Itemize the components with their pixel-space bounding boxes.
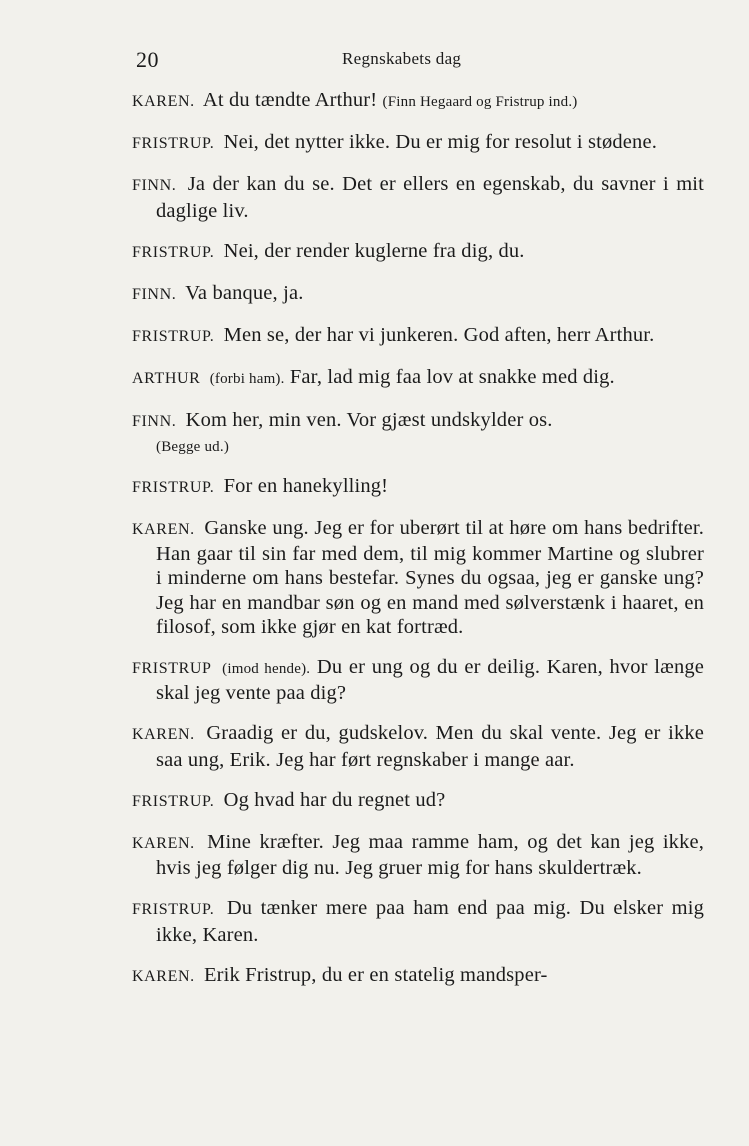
speech-text: Far, lad mig faa lov at snakke med dig. [289, 366, 615, 389]
speech-fristrup-4 [132, 474, 704, 500]
speech-arthur-1 [132, 365, 704, 391]
speech-fristrup-3 [132, 323, 704, 349]
speaker-name: KAREN. [132, 93, 195, 110]
speech-text: For en hanekylling! [223, 474, 389, 497]
speech-text: Men se, der har vi junkeren. God aften, herr Arthur. [223, 324, 655, 347]
speech-text: Du er ung og du er deilig. Karen, hvor længe skal jeg vente paa dig? [156, 656, 704, 705]
speaker-name: FRISTRUP. [132, 243, 215, 261]
speech-fristrup-6 [132, 788, 704, 814]
speech-finn-2 [132, 281, 704, 307]
speech-fristrup-7 [132, 896, 704, 946]
speech-text: Ja der kan du se. Det er ellers en egenskab, du savner i mit daglige liv. [156, 173, 704, 222]
speech-text: Graadig er du, gudskelov. Men du skal vente. Jeg er ikke saa ung, Erik. Jeg har ført regnskaber i mange aar. [156, 722, 704, 771]
speech-fristrup-5 [132, 655, 704, 705]
speaker-name: FRISTRUP. [132, 901, 215, 919]
stage-direction: (Finn Hegaard og Fristrup ind.) [382, 94, 578, 110]
speech-text: Mine kræfter. Jeg maa ramme ham, og det kan jeg ikke, hvis jeg følger dig nu. Jeg gruer mig for hans skuldertræk. [156, 831, 704, 880]
play-text [132, 88, 704, 989]
speech-text: Og hvad har du regnet ud? [223, 788, 446, 811]
speech-text: Erik Fristrup, du er en statelig mandsper- [204, 963, 548, 986]
speech-text: Ganske ung. Jeg er for uberørt til at høre om hans bedrifter. Han gaar til sin far med dem, til mig kommer Martine og slubrer i minderne om hans bestefar. Synes du ogsaa, jeg er ganske ung? Jeg har en mandbar søn og en mand med sølverstænk i haaret, en filosof, som ikke gjør en kat fortræd. [156, 517, 704, 638]
speech-fristrup-2 [132, 239, 704, 265]
speech-fristrup-1 [132, 130, 704, 156]
speech-finn-1 [132, 172, 704, 222]
speech-text: Du tænker mere paa ham end paa mig. Du elsker mig ikke, Karen. [156, 897, 704, 946]
speech-text: At du tændte Arthur! [202, 89, 378, 111]
speech-text: Kom her, min ven. Vor gjæst undskylder os. [185, 408, 553, 431]
speaker-name: FRISTRUP [132, 660, 212, 678]
speaker-name: FINN. [132, 286, 177, 304]
speech-finn-3 [132, 408, 704, 434]
speaker-name: FRISTRUP. [132, 478, 215, 496]
speaker-name: FRISTRUP. [132, 792, 215, 810]
speaker-name: KAREN. [132, 835, 195, 853]
speaker-name: KAREN. [132, 521, 195, 539]
speech-text: Va banque, ja. [185, 282, 304, 305]
page-header [132, 45, 704, 75]
stage-direction: (forbi ham). [209, 371, 285, 388]
page-number: 20 [136, 47, 159, 72]
speech-karen-5 [132, 963, 704, 989]
speaker-name: FINN. [132, 177, 177, 195]
speech-text: Nei, der render kuglerne fra dig, du. [223, 239, 525, 262]
speech-karen-2 [132, 516, 704, 639]
speaker-name: FRISTRUP. [132, 135, 215, 153]
speech-karen-4 [132, 830, 704, 880]
speaker-name: FINN. [132, 412, 177, 430]
speech-karen-1 [132, 88, 704, 114]
speech-text: Nei, det nytter ikke. Du er mig for resolut i stødene. [223, 131, 657, 154]
stage-direction: (imod hende). [222, 661, 311, 678]
speaker-name: FRISTRUP. [132, 328, 215, 346]
speech-karen-3 [132, 721, 704, 771]
speaker-name: KAREN. [132, 967, 195, 985]
speaker-name: KAREN. [132, 726, 195, 744]
stage-direction: (Begge ud.) [156, 438, 230, 455]
speaker-name: ARTHUR [132, 370, 201, 388]
running-title: Regnskabets dag [342, 49, 462, 68]
